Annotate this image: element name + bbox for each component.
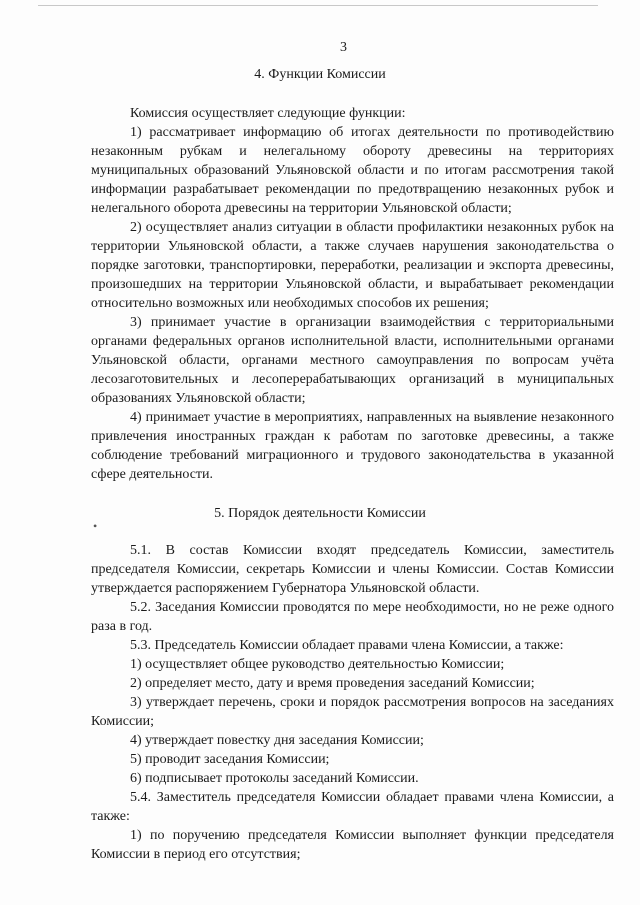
chair-duty-1: 1) осуществляет общее руководство деятельностью Комиссии; [130, 657, 505, 672]
clause-5-2: 5.2. Заседания Комиссии проводятся по мере необходимости, но не реже одного раза в год. [91, 600, 614, 634]
clause-5-3: 5.3. Председатель Комиссии обладает правами члена Комиссии, а также: [130, 638, 564, 653]
section-4-intro: Комиссия осуществляет следующие функции: [130, 106, 406, 121]
chair-duty-2: 2) определяет место, дату и время проведения заседаний Комиссии; [130, 676, 535, 691]
section-4-heading: 4. Функции Комиссии [254, 67, 386, 82]
section-5-heading: 5. Порядок деятельности Комиссии [214, 506, 426, 521]
deputy-duty-1: 1) по поручению председателя Комиссии выполняет функции председателя Комиссии в период его отсутствия; [91, 828, 614, 862]
chair-duty-3: 3) утверждает перечень, сроки и порядок рассмотрения вопросов на заседаниях Комиссии; [91, 695, 614, 729]
clause-5-1: 5.1. В состав Комиссии входят председатель Комиссии, заместитель председателя Комиссии, секретарь Комиссии и члены Комиссии. Состав Комиссии утверждается распоряжением Губернатора Ульяновской области. [91, 543, 614, 596]
chair-duty-5: 5) проводит заседания Комиссии; [130, 752, 330, 767]
clause-5-4: 5.4. Заместитель председателя Комиссии обладает правами члена Комиссии, а также: [91, 790, 614, 824]
function-item-3: 3) принимает участие в организации взаимодействия с территориальными органами федеральных органов исполнительной власти, исполнительными органами Ульяновской области, органами местного самоуправления по вопросам учёта лесозаготовительных и лесоперерабатывающих организаций в муниципальных образованиях Ульяновской области; [91, 315, 614, 406]
function-item-4: 4) принимает участие в мероприятиях, направленных на выявление незаконного привлечения иностранных граждан к работам по заготовке древесины, а также соблюдение требований миграционного и трудового законодательства в указанной сфере деятельности. [91, 410, 614, 482]
section-4-body [91, 104, 614, 484]
section-5-body [91, 541, 614, 864]
chair-duty-4: 4) утверждает повестку дня заседания Комиссии; [130, 733, 424, 748]
stray-mark: • [93, 519, 98, 533]
page-top-edge [38, 5, 598, 6]
page-number: 3 [340, 40, 347, 55]
function-item-2: 2) осуществляет анализ ситуации в области профилактики незаконных рубок на территории Ульяновской области, а также случаев нарушения законодательства о порядке заготовки, транспортировки, переработки, реализации и экспорта древесины, произошедших на территории Ульяновской области, и вырабатывает рекомендации относительно возможных или необходимых способов их решения; [91, 220, 614, 311]
function-item-1: 1) рассматривает информацию об итогах деятельности по противодействию незаконным рубкам и нелегальному обороту древесины на территориях муниципальных образований Ульяновской области и по итогам рассмотрения такой информации разрабатывает рекомендации по предотвращению незаконных рубок и нелегального оборота древесины на территории Ульяновской области; [91, 125, 614, 216]
chair-duty-6: 6) подписывает протоколы заседаний Комиссии. [130, 771, 419, 786]
